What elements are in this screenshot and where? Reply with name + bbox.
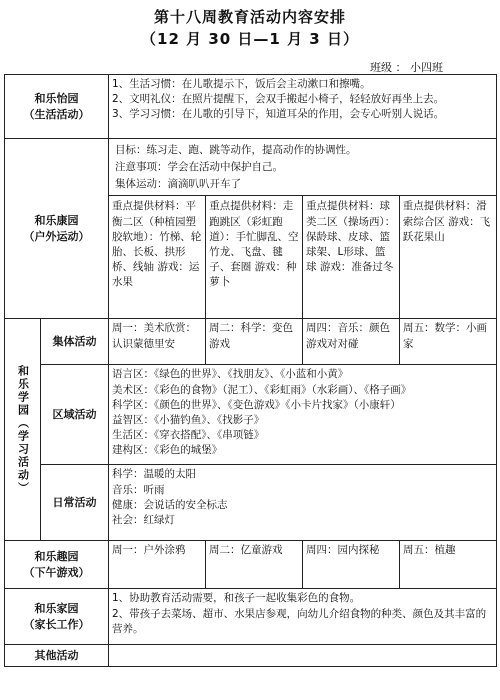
outdoor-zones xyxy=(109,195,496,318)
daily-label: 日常活动 xyxy=(41,465,109,541)
row-area xyxy=(5,365,497,465)
games-day: 周二：亿童游戏 xyxy=(206,541,303,589)
group-day: 周一：美术欣赏：认识蒙德里安 xyxy=(109,319,206,365)
row-group xyxy=(5,319,497,365)
games-name: 和乐趣园 xyxy=(34,549,79,563)
outdoor-content xyxy=(109,139,497,319)
outdoor-line: 注意事项：学会在活动中保护自己。 xyxy=(115,160,283,173)
outdoor-sub: （户外运动） xyxy=(23,229,90,243)
life-content xyxy=(109,75,497,139)
family-sub: （家长工作） xyxy=(23,617,90,631)
daily-content xyxy=(109,465,497,541)
daily-line: 社会：红绿灯 xyxy=(112,514,175,527)
group-day: 周四：音乐：颜色游戏对对碰 xyxy=(303,319,400,365)
area-line: 美术区：《彩色的食物》（泥工）、《彩虹雨》（水彩画）、《格子画》 xyxy=(112,383,412,396)
life-line: 2、文明礼仪：在照片提醒下，会双手搬起小椅子，轻轻放好再坐上去。 xyxy=(112,93,445,106)
life-name: 和乐怡园 xyxy=(34,91,79,105)
learning-header xyxy=(5,319,41,541)
row-games xyxy=(5,541,497,589)
outdoor-line: 目标：练习走、跑、跳等动作，提高动作的协调性。 xyxy=(115,144,357,156)
area-label: 区域活动 xyxy=(41,365,109,465)
life-line: 1、生活习惯：在儿歌提示下，饭后会主动漱口和擦嘴。 xyxy=(112,78,371,90)
other-content xyxy=(109,645,497,667)
page-title: 第十八周教育活动内容安排 xyxy=(153,8,346,26)
outdoor-line: 集体运动：滴滴叭叭开车了 xyxy=(115,177,241,190)
family-header xyxy=(5,589,109,645)
zone-cell: 重点提供材料：球类二区（操场西）：保龄球、皮球、篮球架、L形球、篮球 游戏：准备过冬 xyxy=(303,196,400,319)
schedule-table xyxy=(4,74,497,667)
group-label: 集体活动 xyxy=(41,319,109,365)
outdoor-header xyxy=(5,139,109,319)
daily-line: 音乐：听雨 xyxy=(112,483,165,496)
zone-cell: 重点提供材料：滑索综合区 游戏：飞跃花果山 xyxy=(402,200,491,243)
games-day: 周四：园内探秘 xyxy=(303,541,400,589)
outdoor-name: 和乐康园 xyxy=(34,213,79,227)
life-line: 3、学习习惯：在儿歌的引导下，知道耳朵的作用，会专心听别人说话。 xyxy=(112,108,445,121)
family-content xyxy=(109,589,497,645)
row-other xyxy=(5,645,497,667)
daily-line: 健康：会说话的安全标志 xyxy=(112,498,228,511)
row-outdoor xyxy=(5,139,497,319)
games-header xyxy=(5,541,109,589)
row-life xyxy=(5,75,497,139)
family-name: 和乐家园 xyxy=(34,601,79,615)
daily-line: 科学：温暖的太阳 xyxy=(112,468,196,481)
area-line: 科学区：《颜色的世界》、《变色游戏》《小卡片找家》（小康轩） xyxy=(112,398,401,411)
other-header: 其他活动 xyxy=(5,645,109,667)
zone-cell: 重点提供材料：走跑跳区（彩虹跑道）：手忙脚乱、空竹龙、飞盘、毽子、套圈 游戏：种萝卜 xyxy=(206,196,303,319)
date-range: （12 月 30 日—1 月 3 日） xyxy=(141,30,359,48)
life-sub: （生活活动） xyxy=(23,107,90,121)
area-line: 益智区：《小猫钓鱼》、《找影子》 xyxy=(112,414,265,427)
area-content xyxy=(109,365,497,465)
games-day: 周五：植趣 xyxy=(400,541,497,589)
row-family xyxy=(5,589,497,645)
games-day: 周一：户外涂鸦 xyxy=(109,541,206,589)
life-header xyxy=(5,75,109,139)
family-line: 2、带孩子去菜场、超市、水果店参观，向幼儿介绍食物的种类、颜色及其丰富的营养。 xyxy=(112,607,487,635)
group-day: 周二：科学：变色游戏 xyxy=(206,319,303,365)
area-line: 生活区：《穿衣搭配》、《串项链》 xyxy=(112,429,265,442)
group-day: 周五：数学：小画家 xyxy=(400,319,497,365)
learning-name: 和乐学园（学习活动） xyxy=(16,364,30,495)
games-sub: （下午游戏） xyxy=(23,565,90,579)
row-daily xyxy=(5,465,497,541)
area-line: 语言区：《绿色的世界》、《找朋友》、《小蓝和小黄》 xyxy=(112,368,349,381)
area-line: 建构区：《彩色的城堡》 xyxy=(112,444,223,457)
class-label: 班级 ： 小四班 xyxy=(370,61,443,74)
family-line: 1、协助教育活动需要，和孩子一起收集彩色的食物。 xyxy=(112,592,361,605)
zone-cell: 重点提供材料：平衡二区（种植园塑胶软地）：竹梯、轮胎、长板、拱形桥、线轴 游戏：运水果 xyxy=(109,196,206,319)
